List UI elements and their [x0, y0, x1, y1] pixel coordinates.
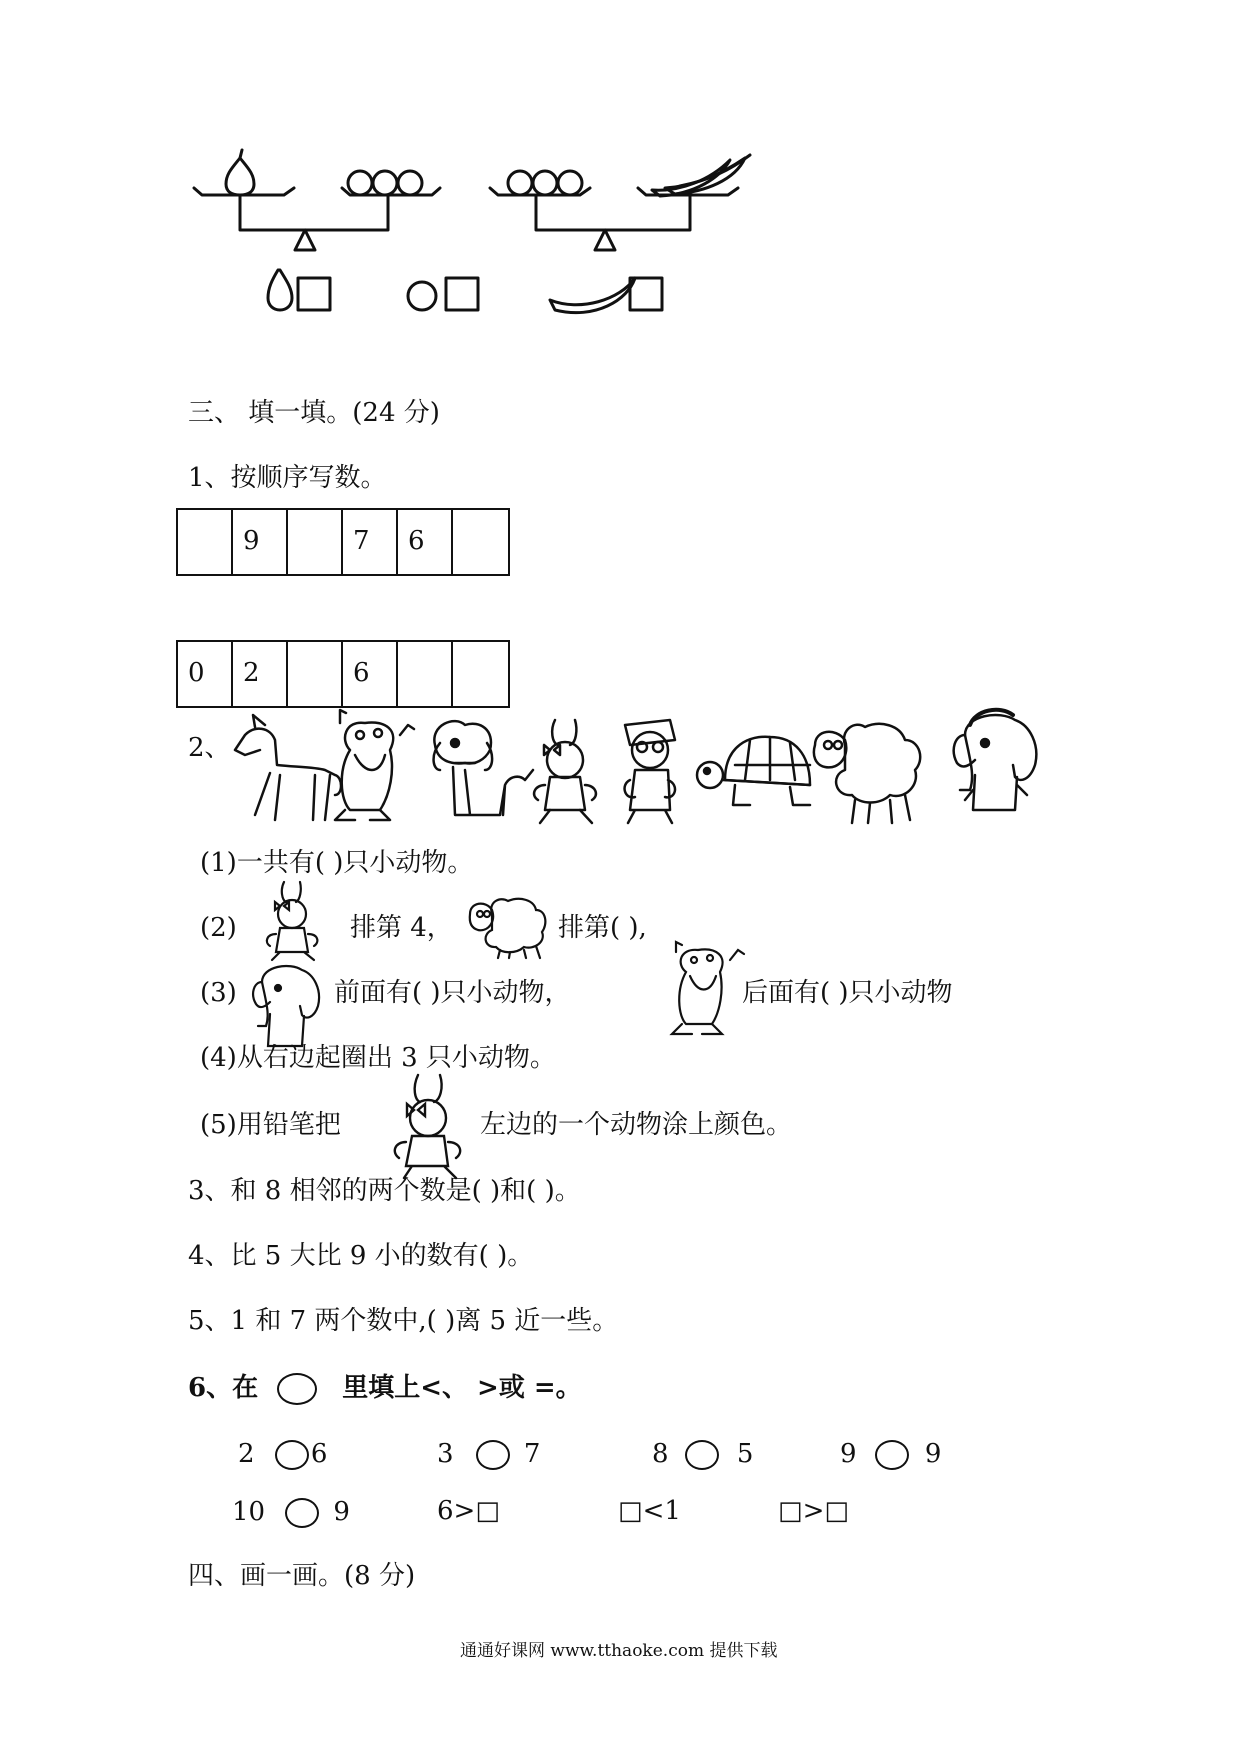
- compare-right: 6: [310, 1439, 328, 1469]
- compare-item: □>□: [778, 1496, 849, 1526]
- compare-item: [232, 1498, 350, 1528]
- compare-item: □<1: [618, 1496, 681, 1526]
- q2-number: 2、: [188, 733, 231, 763]
- q6-prefix: 6、在: [188, 1373, 259, 1403]
- compare-circle[interactable]: [275, 1440, 309, 1470]
- balance-scales-figure: [190, 150, 870, 350]
- compare-item: 6>□: [437, 1496, 500, 1526]
- animal-row: [225, 715, 1065, 835]
- q2-s2b: 排第 4，: [350, 913, 453, 943]
- monkey-icon: [625, 720, 675, 823]
- compare-item: [238, 1440, 327, 1470]
- seq-cell[interactable]: [398, 642, 453, 706]
- compare-circle[interactable]: [476, 1440, 510, 1470]
- seq-cell[interactable]: [453, 510, 508, 574]
- rabbit-icon: [390, 1070, 470, 1180]
- q2-s4: (4)从右边起圈出 3 只小动物。: [200, 1043, 556, 1073]
- sequence-row-1: [176, 508, 510, 576]
- seq-cell[interactable]: 9: [233, 510, 288, 574]
- seq-cell[interactable]: [453, 642, 508, 706]
- sheep-icon: [468, 892, 548, 958]
- q2-s3c: 后面有( )只小动物: [742, 978, 953, 1008]
- seq-cell[interactable]: 6: [343, 642, 398, 706]
- compare-left: 9: [840, 1439, 857, 1469]
- q3: 3、和 8 相邻的两个数是( )和( )。: [188, 1176, 581, 1206]
- seq-cell[interactable]: [288, 510, 343, 574]
- q2-s1: (1)一共有( )只小动物。: [200, 848, 474, 878]
- compare-right: 5: [736, 1439, 754, 1469]
- turtle-icon: [697, 737, 810, 805]
- dog-icon: [434, 721, 533, 815]
- compare-circle[interactable]: [685, 1440, 719, 1470]
- q1-text: 1、按顺序写数。: [188, 463, 387, 493]
- compare-right: 9: [333, 1497, 350, 1527]
- q2-s2a: (2): [200, 913, 237, 943]
- q2-s2c: 排第( ),: [558, 913, 647, 943]
- sheep-icon: [814, 724, 920, 823]
- compare-right: 7: [523, 1439, 541, 1469]
- rabbit-icon: [262, 878, 324, 962]
- elephant-icon: [954, 710, 1037, 810]
- elephant-icon: [248, 960, 322, 1050]
- page-footer: 通通好课网 www.tthaoke.com 提供下载: [460, 1641, 778, 1661]
- q5: 5、1 和 7 两个数中,( )离 5 近一些。: [188, 1306, 619, 1336]
- q2-s3a: (3): [200, 978, 237, 1008]
- q6-instruction: [188, 1373, 582, 1405]
- sequence-row-2: [176, 640, 510, 708]
- compare-circle[interactable]: [285, 1498, 319, 1528]
- compare-item: [437, 1440, 540, 1470]
- compare-left: 8: [652, 1439, 669, 1469]
- compare-left: 10: [232, 1497, 266, 1527]
- seq-cell[interactable]: [288, 642, 343, 706]
- circle-icon: [277, 1373, 317, 1405]
- seq-cell[interactable]: 6: [398, 510, 453, 574]
- seq-cell[interactable]: 0: [178, 642, 233, 706]
- section3-title: 三、 填一填。(24 分): [188, 398, 440, 428]
- compare-item: [840, 1440, 941, 1470]
- frog-icon: [668, 942, 748, 1042]
- compare-circle[interactable]: [875, 1440, 909, 1470]
- q4: 4、比 5 大比 9 小的数有( )。: [188, 1241, 534, 1271]
- q2-s5b: 左边的一个动物涂上颜色。: [480, 1110, 793, 1140]
- compare-left: 3: [437, 1439, 454, 1469]
- q2-s3b: 前面有( )只小动物，: [334, 978, 571, 1008]
- q6-suffix: 里填上<、 >或 =。: [342, 1373, 582, 1403]
- frog-icon: [335, 710, 414, 820]
- seq-cell[interactable]: 2: [233, 642, 288, 706]
- compare-item: [652, 1440, 753, 1470]
- horse-icon: [235, 715, 341, 820]
- compare-left: 2: [238, 1439, 255, 1469]
- q2-s5a: (5)用铅笔把: [200, 1110, 341, 1140]
- compare-right: 9: [924, 1439, 942, 1469]
- seq-cell[interactable]: [178, 510, 233, 574]
- section4-title: 四、画一画。(8 分): [188, 1561, 416, 1591]
- rabbit-icon: [534, 720, 596, 823]
- seq-cell[interactable]: 7: [343, 510, 398, 574]
